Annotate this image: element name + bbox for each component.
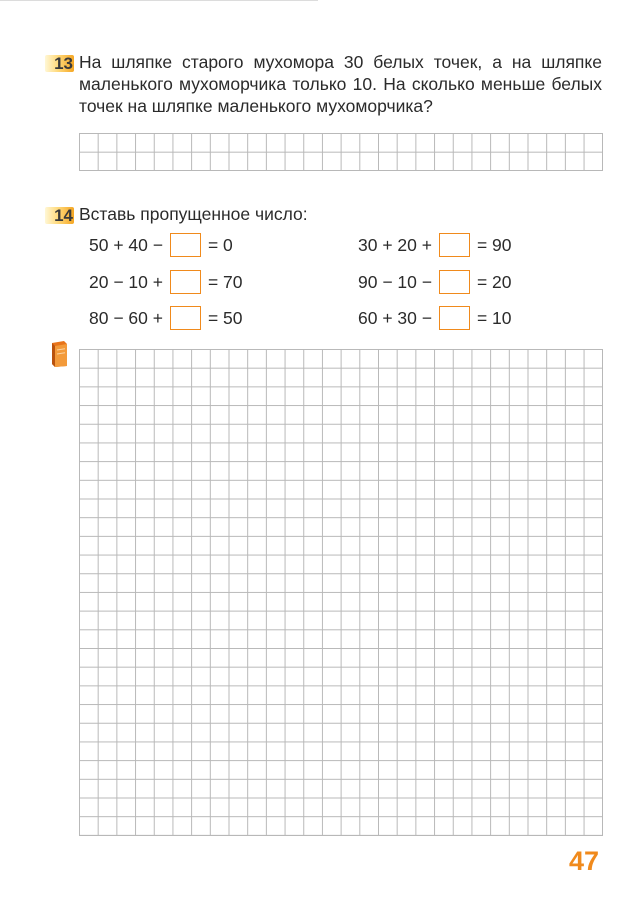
equation-result: = 20 xyxy=(476,272,512,292)
equation-expression: 50 + 40 − xyxy=(89,235,163,255)
task-14-prompt: Вставь пропущенное число: xyxy=(79,204,308,224)
equation-result: = 70 xyxy=(207,272,243,292)
missing-number-box[interactable] xyxy=(170,306,201,330)
missing-number-box[interactable] xyxy=(439,270,470,294)
task-13-answer-grid[interactable] xyxy=(79,133,603,171)
equation-expression: 30 + 20 + xyxy=(358,235,432,255)
equation-right-3 xyxy=(358,305,512,331)
equation-right-2 xyxy=(358,269,512,295)
page-number: 47 xyxy=(568,846,599,876)
missing-number-box[interactable] xyxy=(439,233,470,257)
equation-left-1 xyxy=(89,232,233,258)
equation-expression: 90 − 10 − xyxy=(358,272,432,292)
equation-left-3 xyxy=(89,305,243,331)
equation-right-1 xyxy=(358,232,512,258)
equation-result: = 50 xyxy=(207,308,243,328)
task-14-work-grid[interactable] xyxy=(79,349,603,836)
top-rule xyxy=(0,0,318,1)
equation-result: = 90 xyxy=(476,235,512,255)
missing-number-box[interactable] xyxy=(170,233,201,257)
equation-left-2 xyxy=(89,269,243,295)
equation-result: = 10 xyxy=(476,308,512,328)
missing-number-box[interactable] xyxy=(170,270,201,294)
book-icon xyxy=(50,340,69,368)
equation-expression: 60 + 30 − xyxy=(358,308,432,328)
task-13-number: 13 xyxy=(45,55,74,72)
task-13-text: На шляпке старого мухомора 30 белых точек, а на шляпке маленького мухоморчика только 10. На сколько меньше белых точек на шляпке маленького мухоморчика? xyxy=(79,52,602,116)
equation-expression: 80 − 60 + xyxy=(89,308,163,328)
equation-result: = 0 xyxy=(207,235,233,255)
missing-number-box[interactable] xyxy=(439,306,470,330)
equation-expression: 20 − 10 + xyxy=(89,272,163,292)
task-14-number: 14 xyxy=(45,207,74,224)
